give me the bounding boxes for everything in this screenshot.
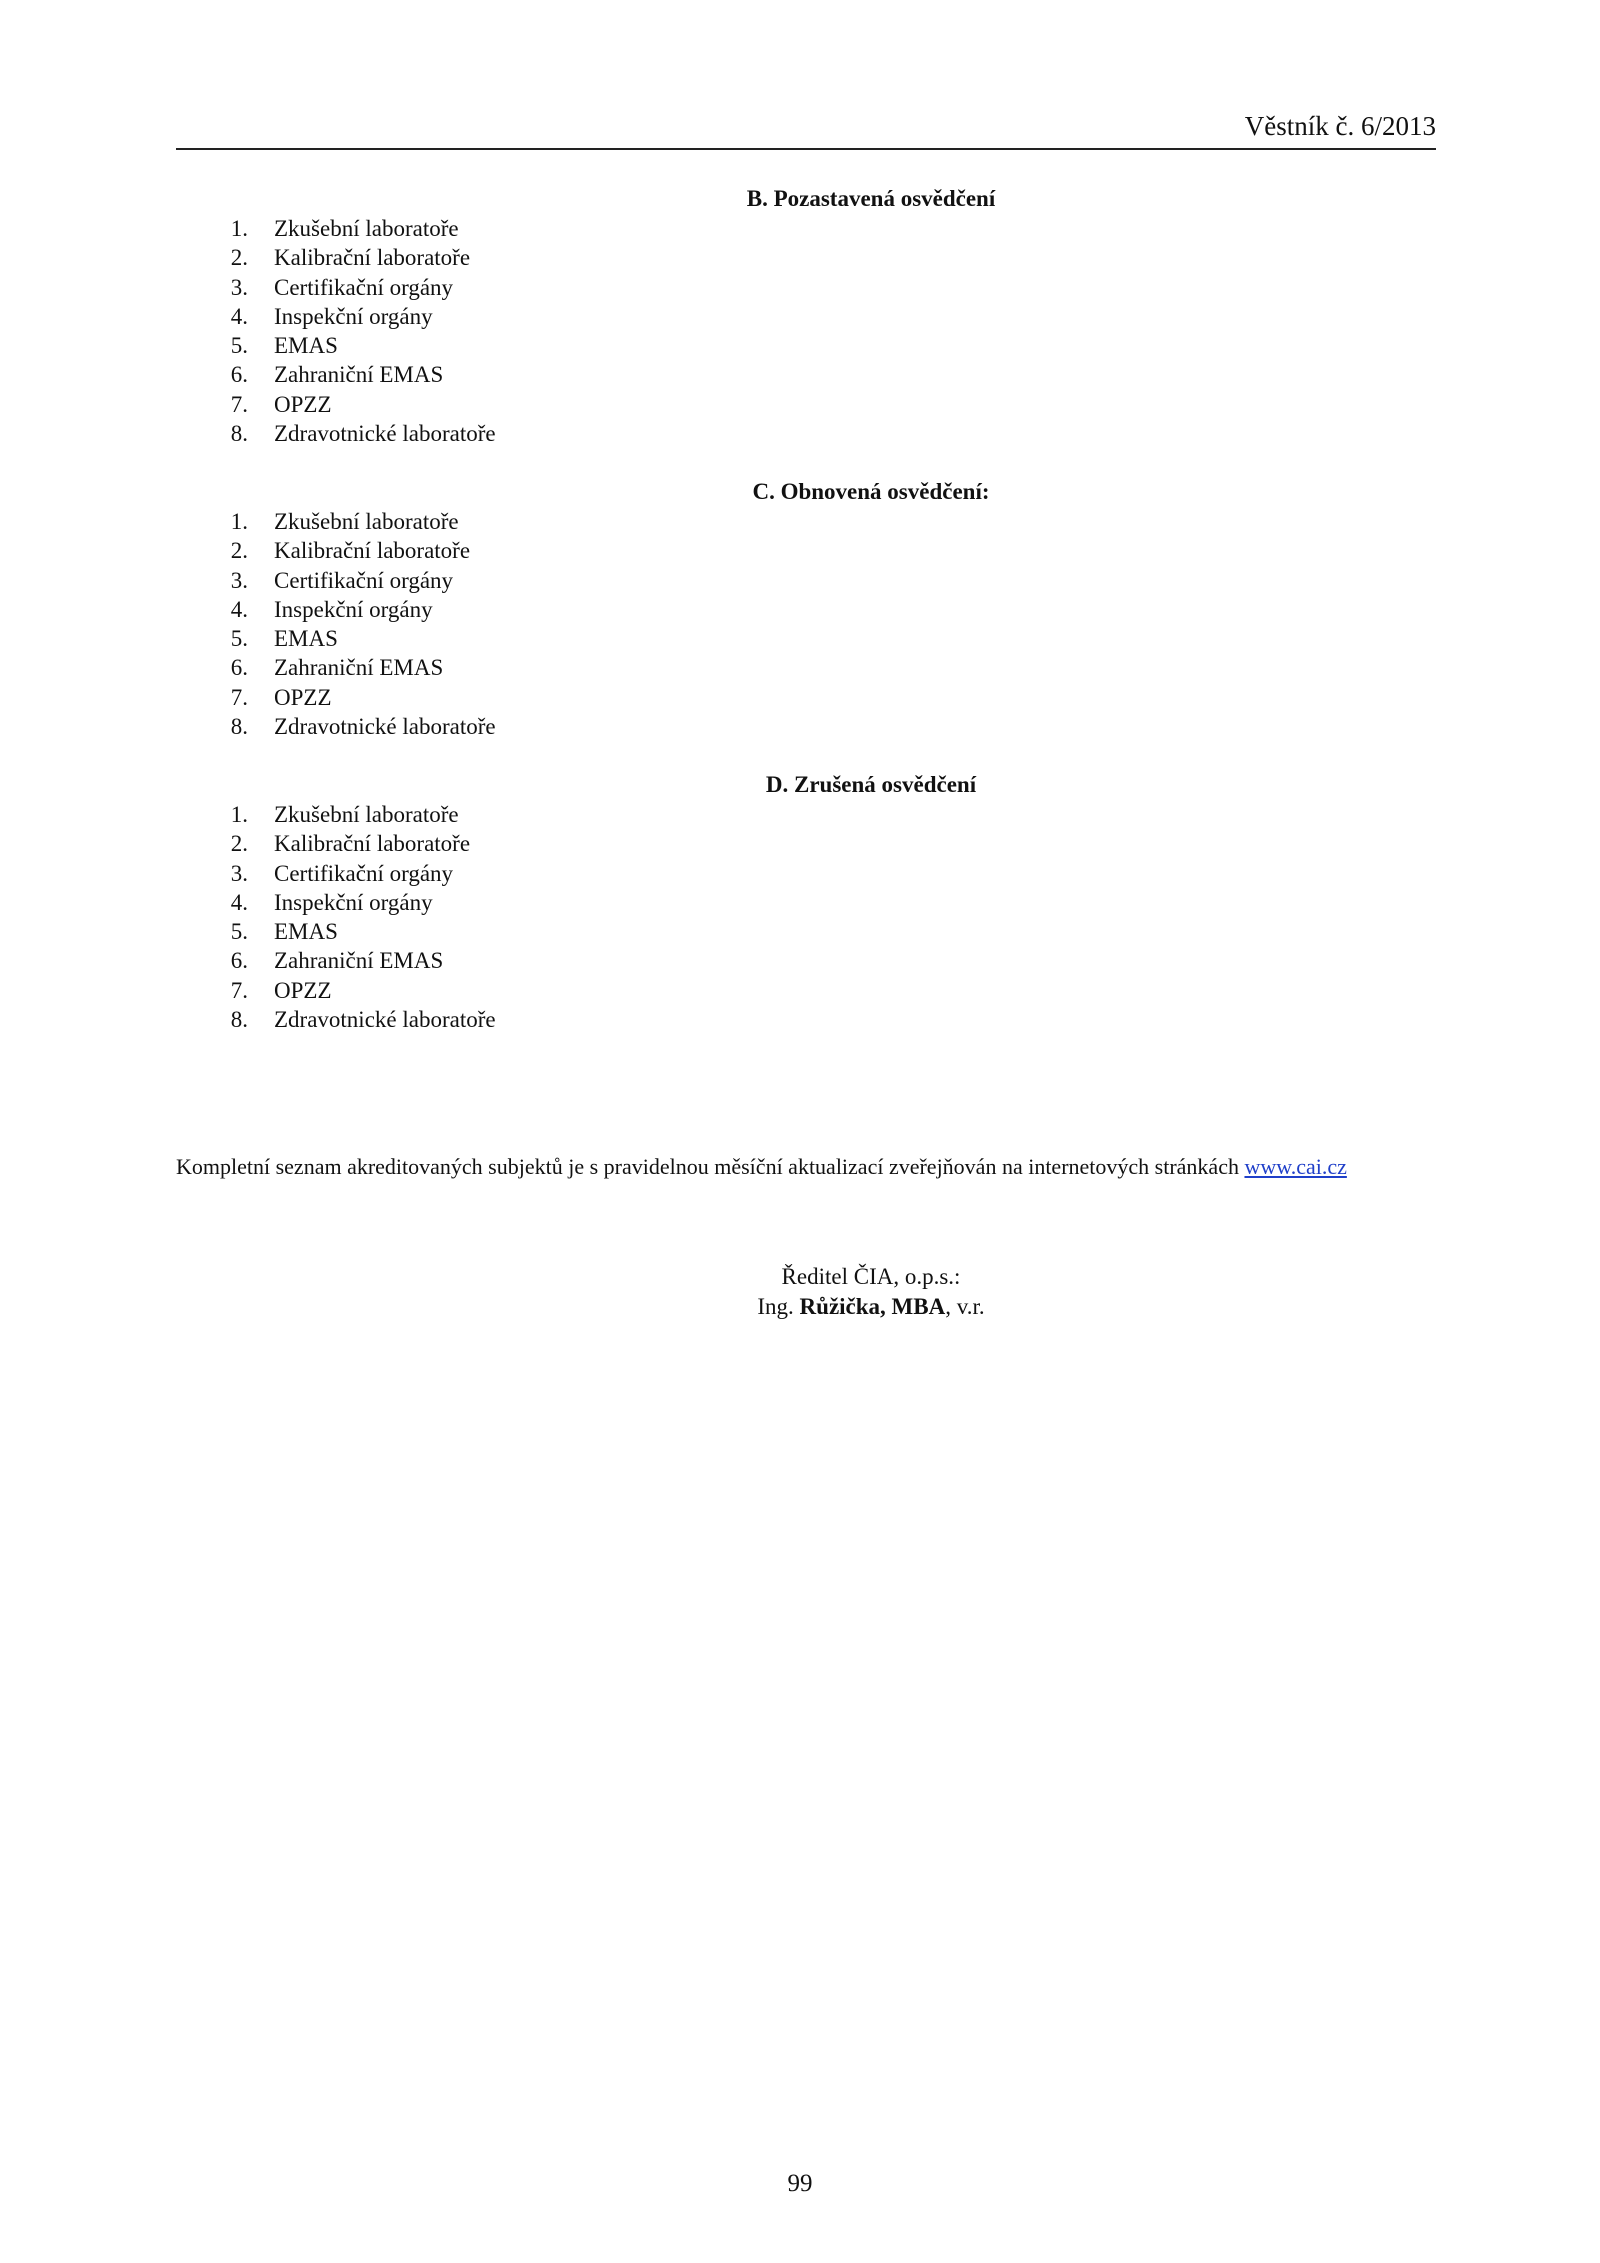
list-item <box>176 214 1436 243</box>
registry-note-text: Kompletní seznam akreditovaných subjektů je s pravidelnou měsíční aktualizací zveřejňován na internetových stránkách <box>176 1154 1245 1179</box>
item-label: Zdravotnické laboratoře <box>274 421 496 447</box>
item-number: 1. <box>230 216 248 241</box>
list-item <box>176 566 1436 595</box>
bulletin-title: Věstník č. 6/2013 <box>1244 111 1436 141</box>
list-item <box>176 331 1436 360</box>
list-item <box>176 653 1436 682</box>
list-item <box>176 946 1436 975</box>
section-heading: B. Pozastavená osvědčení <box>746 186 996 211</box>
item-number: 3. <box>230 274 248 300</box>
list-item <box>176 800 1436 829</box>
list-item <box>176 536 1436 565</box>
item-label: Inspekční orgány <box>274 596 433 622</box>
registry-note <box>176 1152 1436 1182</box>
list-item <box>176 917 1436 946</box>
list-item <box>176 595 1436 624</box>
item-number: 8. <box>230 714 248 740</box>
item-label: EMAS <box>274 333 338 359</box>
item-label: Zdravotnické laboratoře <box>274 714 496 740</box>
item-number: 5. <box>230 919 248 945</box>
list-item <box>176 976 1436 1005</box>
list-item <box>176 624 1436 653</box>
item-label: Inspekční orgány <box>274 303 433 329</box>
item-label: Zkušební laboratoře <box>274 509 459 534</box>
page-number-value: 99 <box>787 2170 813 2197</box>
list-item <box>176 360 1436 389</box>
item-label: Kalibrační laboratoře <box>274 831 471 857</box>
section-heading: D. Zrušená osvědčení <box>765 772 977 797</box>
item-label: Kalibrační laboratoře <box>274 245 471 271</box>
page-header <box>176 110 1436 150</box>
item-label: OPZZ <box>274 684 332 710</box>
item-label: Zahraniční EMAS <box>274 362 444 388</box>
section-suspended <box>176 184 1436 448</box>
item-label: OPZZ <box>274 977 332 1003</box>
item-number: 5. <box>230 333 248 359</box>
signature-role: Ředitel ČIA, o.p.s.: <box>781 1264 961 1289</box>
item-number: 2. <box>230 245 248 271</box>
section-cancelled <box>176 770 1436 1034</box>
item-label: Zkušební laboratoře <box>274 802 459 827</box>
signature-block <box>176 1262 1436 1322</box>
section-renewed <box>176 477 1436 741</box>
item-number: 6. <box>230 362 248 388</box>
signature-name <box>306 1292 1436 1322</box>
list-item <box>176 683 1436 712</box>
list-item <box>176 273 1436 302</box>
item-number: 6. <box>230 948 248 974</box>
item-number: 6. <box>230 655 248 681</box>
item-label: Zahraniční EMAS <box>274 948 444 974</box>
item-label: Zkušební laboratoře <box>274 216 459 241</box>
item-number: 8. <box>230 1007 248 1033</box>
signature-suffix: , v.r. <box>945 1294 985 1319</box>
item-label: Certifikační orgány <box>274 274 454 300</box>
list-item <box>176 390 1436 419</box>
signature-person: Růžička, MBA <box>799 1294 946 1319</box>
item-number: 1. <box>230 802 248 827</box>
item-number: 7. <box>230 977 248 1003</box>
item-label: Zdravotnické laboratoře <box>274 1007 496 1033</box>
category-list <box>176 507 1436 741</box>
list-item <box>176 712 1436 741</box>
item-number: 2. <box>230 538 248 564</box>
item-label: OPZZ <box>274 391 332 417</box>
item-label: Kalibrační laboratoře <box>274 538 471 564</box>
item-label: Certifikační orgány <box>274 567 454 593</box>
list-item <box>176 419 1436 448</box>
list-item <box>176 1005 1436 1034</box>
website-link[interactable]: www.cai.cz <box>1244 1154 1347 1179</box>
item-label: Inspekční orgány <box>274 889 433 915</box>
list-item <box>176 302 1436 331</box>
list-item <box>176 888 1436 917</box>
item-number: 4. <box>230 596 248 622</box>
item-number: 5. <box>230 626 248 652</box>
category-list <box>176 800 1436 1034</box>
item-number: 7. <box>230 684 248 710</box>
item-number: 8. <box>230 421 248 447</box>
item-label: Zahraniční EMAS <box>274 655 444 681</box>
item-number: 7. <box>230 391 248 417</box>
section-heading: C. Obnovená osvědčení: <box>752 479 990 504</box>
item-label: Certifikační orgány <box>274 860 454 886</box>
signature-title: Ing. <box>757 1294 800 1319</box>
item-number: 1. <box>230 509 248 534</box>
list-item <box>176 829 1436 858</box>
item-number: 3. <box>230 860 248 886</box>
item-label: EMAS <box>274 626 338 652</box>
item-number: 2. <box>230 831 248 857</box>
page-number <box>0 2170 1600 2198</box>
list-item <box>176 243 1436 272</box>
list-item <box>176 859 1436 888</box>
item-number: 3. <box>230 567 248 593</box>
item-number: 4. <box>230 889 248 915</box>
item-label: EMAS <box>274 919 338 945</box>
category-list <box>176 214 1436 448</box>
item-number: 4. <box>230 303 248 329</box>
list-item <box>176 507 1436 536</box>
